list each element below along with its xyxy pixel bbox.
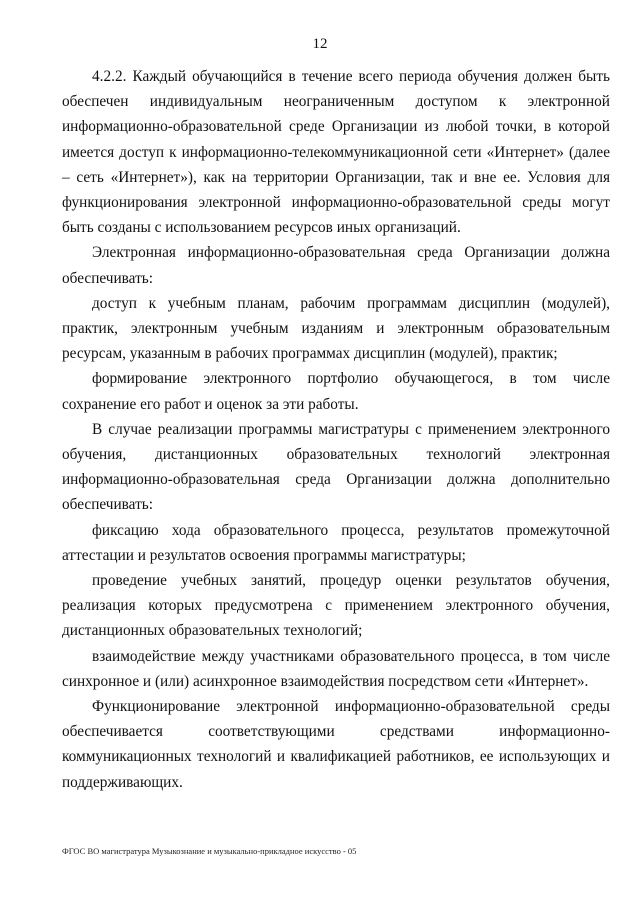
- paragraph-4-2-2: 4.2.2. Каждый обучающийся в течение всего периода обучения должен быть обеспечен индивидуальным неограниченным доступом к электронной информационно-образовательной среде Организации из любой точки, в которой имеется доступ к информационно-телекоммуникационной сети «Интернет» (далее – сеть «Интернет»), как на территории Организации, так и вне ее. Условия для функционирования электронной информационно-образовательной среды могут быть созданы с использованием ресурсов иных организаций.: [62, 68, 610, 237]
- paragraph-eios-requirements: Электронная информационно-образовательная среда Организации должна обеспечивать:: [62, 244, 610, 287]
- paragraph-conducting-classes: проведение учебных занятий, процедур оценки результатов обучения, реализация которых предусмотрена с применением электронного обучения, дистанционных образовательных технологий;: [62, 572, 610, 640]
- paragraph-fixation: фиксацию хода образовательного процесса, результатов промежуточной аттестации и результатов освоения программы магистратуры;: [62, 521, 610, 564]
- paragraph-interaction: взаимодействие между участниками образовательного процесса, в том числе синхронное и (или) асинхронное взаимодействия посредством сети «Интернет».: [62, 647, 610, 690]
- paragraph-functioning: Функционирование электронной информационно-образовательной среды обеспечивается соответствующими средствами информационно-коммуникационных технологий и квалификацией работников, ее использующих и поддерживающих.: [62, 698, 610, 791]
- page-footer: ФГОС ВО магистратура Музыкознание и музыкально-прикладное искусство - 05: [62, 846, 357, 856]
- document-body: [62, 64, 610, 795]
- paragraph-access-curricula: доступ к учебным планам, рабочим программам дисциплин (модулей), практик, электронным учебным изданиям и электронным образовательным ресурсам, указанным в рабочих программах дисциплин (модулей), практик;: [62, 294, 610, 363]
- page-number: 12: [312, 36, 328, 52]
- paragraph-portfolio: формирование электронного портфолио обучающегося, в том числе сохранение его работ и оценок за эти работы.: [62, 370, 610, 413]
- paragraph-distance-learning: В случае реализации программы магистратуры с применением электронного обучения, дистанционных образовательных технологий электронная информационно-образовательная среда Организации должна дополнительно обеспечивать:: [62, 420, 610, 514]
